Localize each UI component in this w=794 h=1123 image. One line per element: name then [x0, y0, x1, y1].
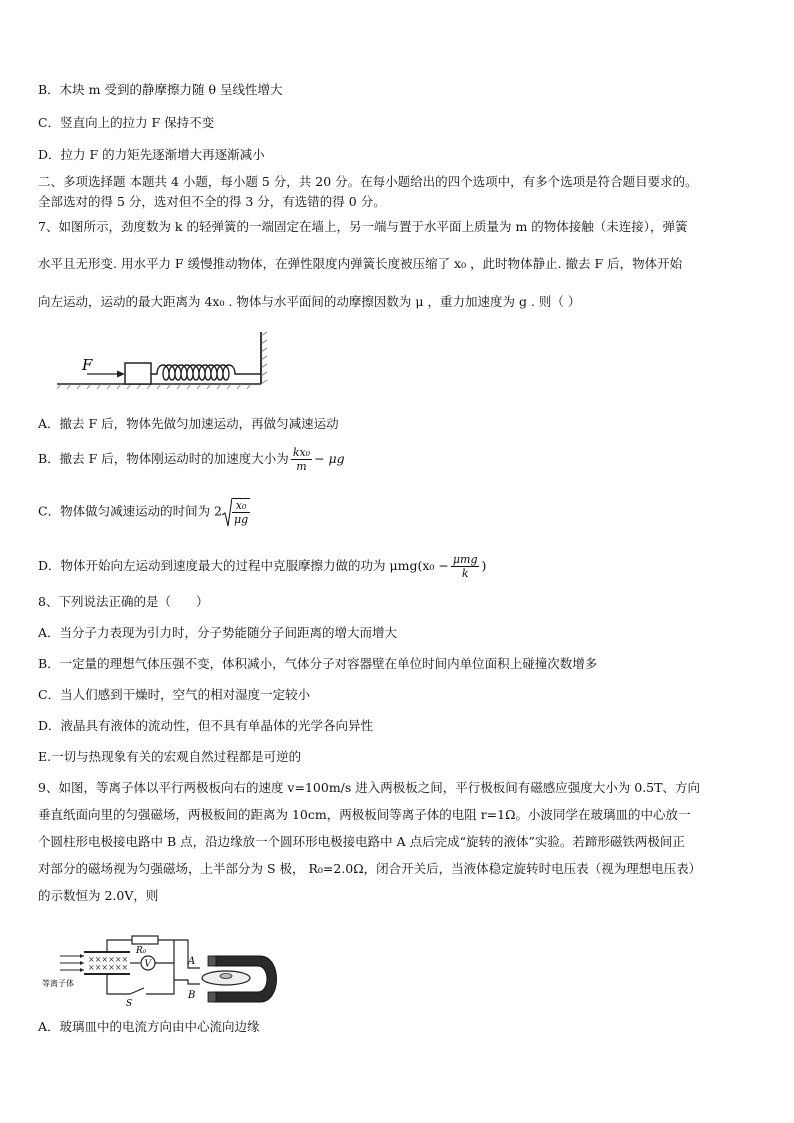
q7-option-a: A．撤去 F 后，物体先做匀加速运动，再做匀减速运动: [38, 416, 339, 431]
sqrt-sign: [222, 497, 232, 527]
q7-b-denominator: m: [296, 460, 307, 473]
q9-stem-line4: 对部分的磁场视为匀强磁场，上半部分为 S 极， R₀=2.0Ω，闭合开关后，当液体稳定旋转时电压表（视为理想电压表）: [38, 861, 702, 876]
point-a-label: A: [188, 956, 196, 967]
q8-option-a: A．当分子力表现为引力时，分子势能随分子间距离的增大而增大: [38, 625, 398, 640]
q9-stem-line2: 垂直纸面向里的匀强磁场，两极板间的距离为 10cm，两极板间等离子体的电阻 r=1Ω。小波同学在玻璃皿的中心放一: [38, 807, 691, 822]
q8-option-e: E.一切与热现象有关的宏观自然过程都是可逆的: [38, 749, 302, 764]
spring-block-diagram: [55, 330, 270, 392]
q7-d-denominator: k: [461, 567, 469, 580]
q7-stem-line3: 向左运动，运动的最大距离为 4x₀ . 物体与水平面间的动摩擦因数为 μ ，重力加速度为 g . 则（ ）: [38, 294, 581, 309]
section2-line1: 二、多项选择题 本题共 4 小题，每小题 5 分，共 20 分。在每小题给出的四个选项中，有多个选项是符合题目要求的。: [38, 174, 698, 189]
q8-option-d: D．液晶具有液体的流动性，但不具有单晶体的光学各向异性: [38, 718, 374, 733]
q7-option-c-text: C．物体做匀减速运动的时间为 2: [38, 503, 222, 519]
q7-option-c-fraction: [232, 498, 250, 526]
q7-option-b-fraction: [291, 446, 312, 473]
r0-label: R₀: [136, 946, 147, 956]
point-b-label: B: [188, 990, 196, 1001]
switch-s: [130, 988, 144, 994]
q9-option-a: A．玻璃皿中的电流方向由中心流向边缘: [38, 1019, 260, 1034]
voltmeter-label: V: [144, 959, 151, 970]
q9-stem-line3: 个圆柱形电极接电路中 B 点，沿边缘放一个圆环形电极接电路中 A 点后完成“旋转的液体”实验。若蹄形磁铁两极间正: [38, 834, 685, 849]
q7-c-numerator: x₀: [232, 499, 250, 513]
q7-option-d-fraction: [451, 553, 480, 580]
q7-option-b: [38, 446, 345, 473]
resistor-r0: [132, 936, 158, 944]
q9-stem-line1: 9、如图，等离子体以平行两极板向右的速度 v=100m/s 进入两极板之间，平行极板间有磁感应强度大小为 0.5T、方向: [38, 780, 700, 795]
svg-text:××××××: ××××××: [88, 955, 129, 964]
section2-line2: 全部选对的得 5 分，选对但不全的得 3 分，有选错的得 0 分。: [38, 194, 386, 209]
q8-option-b: B．一定量的理想气体压强不变，体积减小，气体分子对容器壁在单位时间内单位面积上碰撞次数增多: [38, 656, 598, 671]
q8-stem: 8、下列说法正确的是（ ）: [38, 594, 209, 609]
q9-stem-line5: 的示数恒为 2.0V，则: [38, 888, 159, 903]
q7-option-b-tail: − μg: [314, 451, 345, 466]
switch-label: S: [126, 999, 133, 1009]
q8-option-c: C．当人们感到干燥时，空气的相对湿度一定较小: [38, 687, 311, 702]
force-label: F: [82, 356, 93, 374]
q7-b-numerator: kx₀: [292, 446, 311, 459]
plasma-circuit-diagram: [38, 922, 288, 1012]
plasma-label: 等离子体: [42, 979, 74, 988]
q7-stem-line2: 水平且无形变. 用水平力 F 缓慢推动物体，在弹性限度内弹簧长度被压缩了 x₀ ，此时物体静止. 撤去 F 后，物体开始: [38, 256, 683, 271]
q6-option-d: D．拉力 F 的力矩先逐渐增大再逐渐减小: [38, 147, 265, 162]
block: [125, 363, 151, 384]
svg-text:××××××: ××××××: [88, 963, 129, 972]
q7-option-d-tail: ): [481, 558, 487, 573]
q7-option-b-text: B．撤去 F 后，物体刚运动时的加速度大小为: [38, 451, 289, 466]
circuit-figure: [38, 922, 288, 1012]
q7-option-d: [38, 553, 486, 580]
q7-option-d-text: D．物体开始向左运动到速度最大的过程中克服摩擦力做的功为 μmg(x₀ −: [38, 558, 449, 573]
spring: [151, 365, 261, 380]
q6-option-b: B．木块 m 受到的静摩擦力随 θ 呈线性增大: [38, 82, 283, 97]
q7-c-denominator: μg: [234, 513, 249, 526]
q6-option-c: C．竖直向上的拉力 F 保持不变: [38, 115, 215, 130]
q7-option-c: [38, 497, 252, 527]
spring-block-figure: [55, 330, 270, 392]
q7-stem-line1: 7、如图所示，劲度数为 k 的轻弹簧的一端固定在墙上，另一端与置于水平面上质量为 m 的物体接触（未连接），弹簧: [38, 219, 688, 234]
q7-d-numerator: μmg: [452, 553, 478, 566]
